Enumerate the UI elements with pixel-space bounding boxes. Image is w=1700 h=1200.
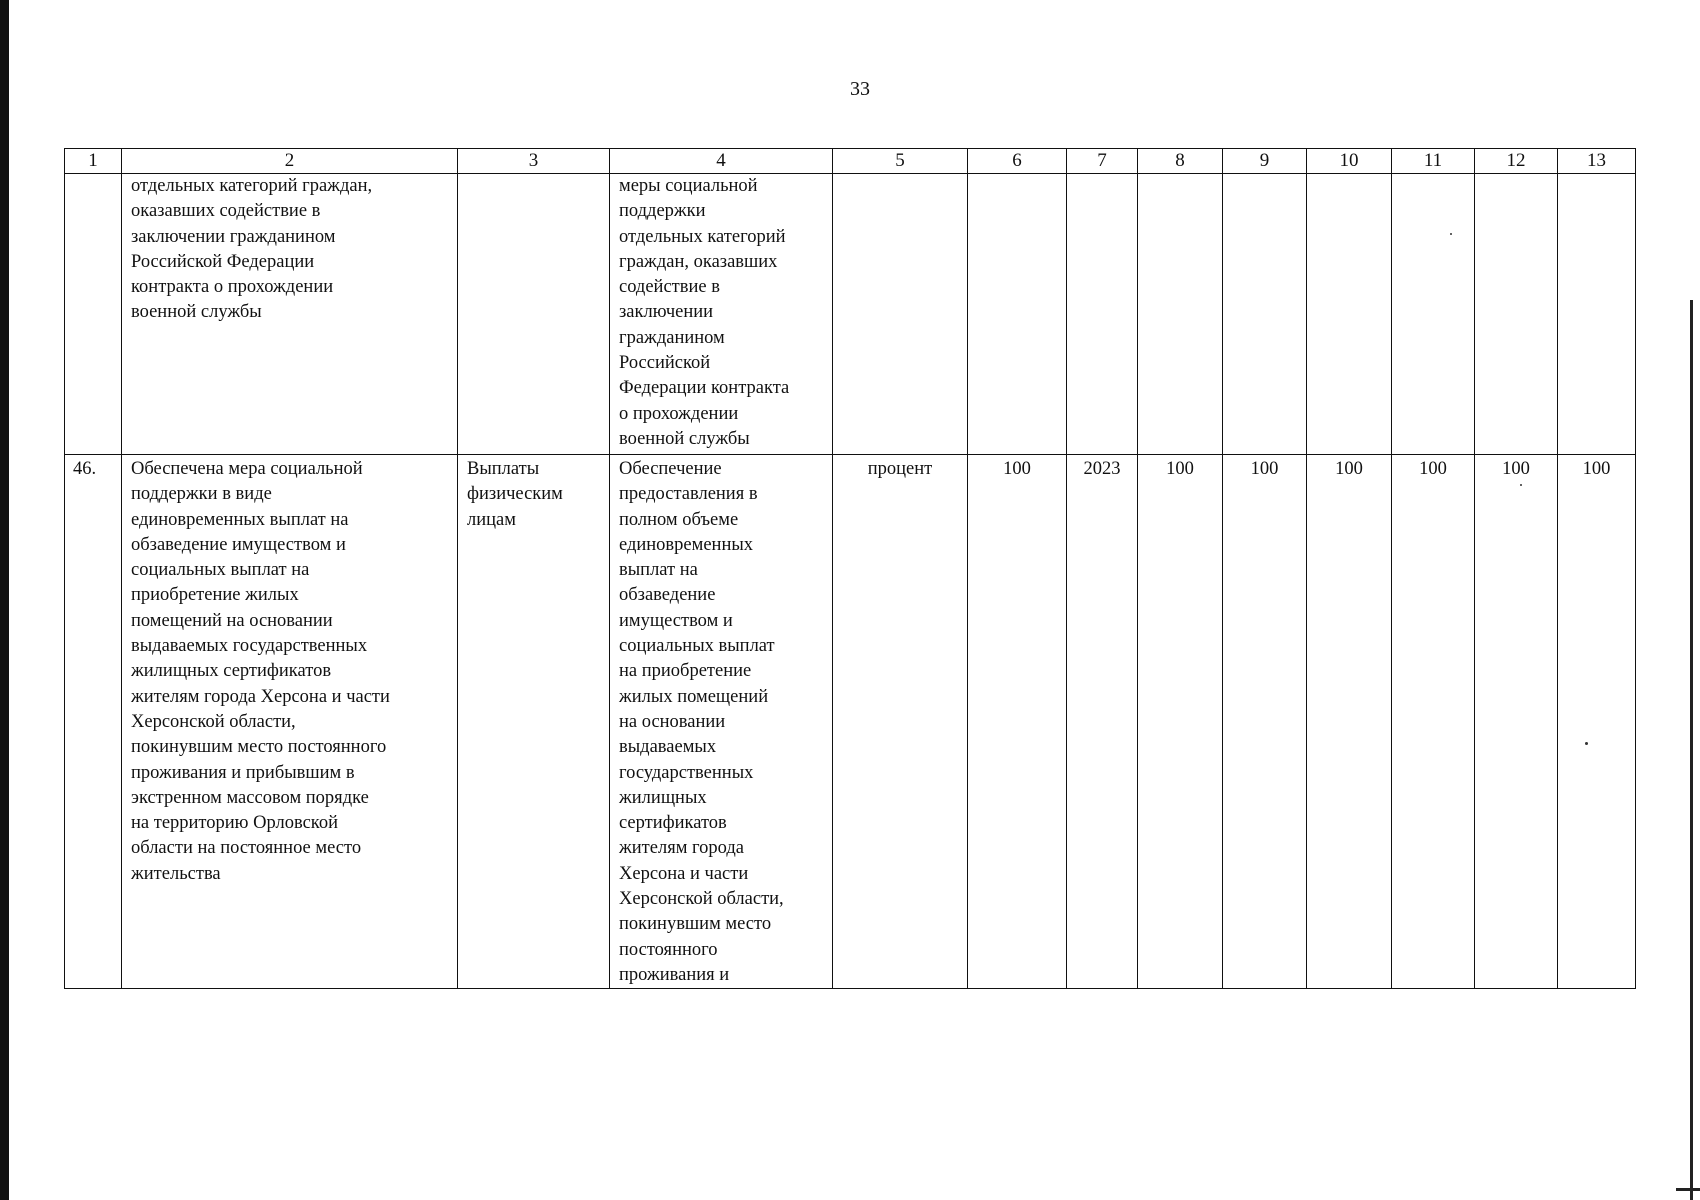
- page-number: 33: [850, 78, 870, 100]
- scan-edge-left: [0, 0, 9, 1200]
- scan-edge-right: [1690, 300, 1693, 1200]
- table-row-continuation: [65, 174, 1636, 455]
- unit-cell: [833, 174, 968, 455]
- scan-speck: [1520, 484, 1522, 486]
- column-header: 9: [1223, 149, 1307, 174]
- scan-speck: [1450, 233, 1452, 235]
- year-value-cell: [1558, 174, 1636, 455]
- year-value-cell: 100: [1307, 455, 1392, 989]
- year-value-cell: 100: [1223, 455, 1307, 989]
- column-header: 1: [65, 149, 122, 174]
- year-value-cell: 100: [1475, 455, 1558, 989]
- result-name-cell: отдельных категорий граждан, оказавших содействие в заключении гражданином Российской Федерации контракта о прохождении военной службы: [122, 174, 458, 455]
- column-header: 13: [1558, 149, 1636, 174]
- column-header: 8: [1138, 149, 1223, 174]
- column-header: 12: [1475, 149, 1558, 174]
- column-header: 3: [458, 149, 610, 174]
- table-row-46: [65, 455, 1636, 989]
- year-value-cell: 100: [1558, 455, 1636, 989]
- column-number-header-row: [65, 149, 1636, 174]
- row-index-cell: 46.: [65, 455, 122, 989]
- result-description-cell: Обеспечение предоставления в полном объеме единовременных выплат на обзаведение имуществом и социальных выплат на приобретение жилых помещений на основании выдаваемых государственных жилищных сертификатов жителям города Херсона и части Херсонской области, покинувшим место постоянного проживания и: [610, 455, 833, 989]
- column-header: 11: [1392, 149, 1475, 174]
- unit-cell: процент: [833, 455, 968, 989]
- result-type-cell: [458, 174, 610, 455]
- column-header: 5: [833, 149, 968, 174]
- column-header: 4: [610, 149, 833, 174]
- result-name-cell: Обеспечена мера социальной поддержки в виде единовременных выплат на обзаведение имуществом и социальных выплат на приобретение жилых помещений на основании выдаваемых государственных жилищных сертификатов жителям города Херсона и части Херсонской области, покинувшим место постоянного проживания и прибывшим в экстренном массовом порядке на территорию Орловской области на постоянное место жительства: [122, 455, 458, 989]
- indicators-table: [64, 148, 1636, 989]
- base-value-cell: [968, 174, 1067, 455]
- base-year-cell: [1067, 174, 1138, 455]
- column-header: 7: [1067, 149, 1138, 174]
- year-value-cell: [1475, 174, 1558, 455]
- column-header: 6: [968, 149, 1067, 174]
- column-header: 10: [1307, 149, 1392, 174]
- scan-edge-bottom: [1676, 1188, 1700, 1191]
- year-value-cell: [1138, 174, 1223, 455]
- year-value-cell: [1392, 174, 1475, 455]
- scan-speck: [1585, 742, 1588, 745]
- base-year-cell: 2023: [1067, 455, 1138, 989]
- base-value-cell: 100: [968, 455, 1067, 989]
- result-type-cell: Выплаты физическим лицам: [458, 455, 610, 989]
- result-description-cell: меры социальной поддержки отдельных категорий граждан, оказавших содействие в заключении гражданином Российской Федерации контракта о прохождении военной службы: [610, 174, 833, 455]
- year-value-cell: 100: [1392, 455, 1475, 989]
- column-header: 2: [122, 149, 458, 174]
- year-value-cell: [1223, 174, 1307, 455]
- row-index-cell: [65, 174, 122, 455]
- year-value-cell: [1307, 174, 1392, 455]
- year-value-cell: 100: [1138, 455, 1223, 989]
